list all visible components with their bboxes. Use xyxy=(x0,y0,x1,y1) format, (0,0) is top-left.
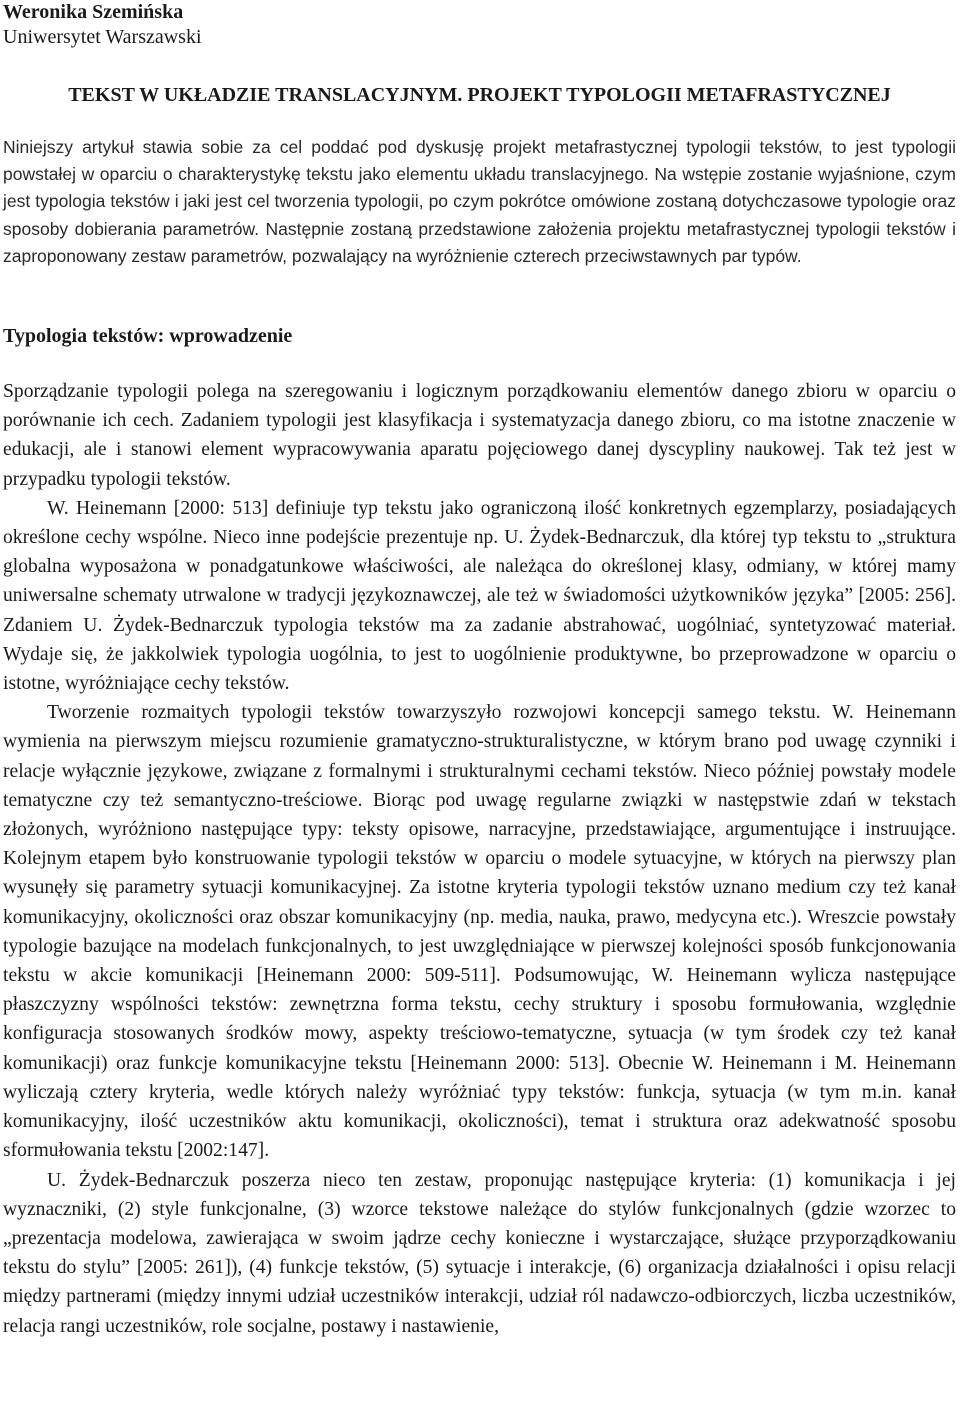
author-affiliation: Uniwersytet Warszawski xyxy=(3,26,202,48)
paragraph: W. Heinemann [2000: 513] definiuje typ tekstu jako ograniczoną ilość konkretnych egzemplarzy, posiadających określone cechy wspólne. Nieco inne podejście prezentuje np. U. Żydek-Bednarczuk, dla której typ tekstu to „struktura globalna wyposażona w ponadgatunkowe właściwości, ale należąca do określonej klasy, odmiany, w której mamy uniwersalne schematy utrwalone w tradycji językoznawczej, ale też w świadomości użytkowników języka” [2005: 256]. Zdaniem U. Żydek-Bednarczuk typologia tekstów ma za zadanie abstrahować, uogólniać, syntetyzować materiał. Wydaje się, że jakkolwiek typologia uogólnia, to jest to uogólnienie produktywne, bo przeprowadzone w oparciu o istotne, wyróżniające cechy tekstów. xyxy=(3,497,956,695)
abstract: Niniejszy artykuł stawia sobie za cel poddać pod dyskusję projekt metafrastycznej typologii tekstów, to jest typologii powstałej w oparciu o charakterystykę tekstu jako elementu układu translacyjnego. Na wstępie zostanie wyjaśnione, czym jest typologia tekstów i jaki jest cel tworzenia typologii, po czym pokrótce omówione zostaną dotychczasowe typologie oraz sposoby dobierania parametrów. Następnie zostaną przedstawione założenia projektu metafrastycznej typologii tekstów i zaproponowany zestaw parametrów, pozwalający na wyróżnienie czterech przeciwstawnych par typów. xyxy=(3,137,956,266)
section-heading: Typologia tekstów: wprowadzenie xyxy=(3,325,293,348)
paragraph: Tworzenie rozmaitych typologii tekstów towarzyszyło rozwojowi koncepcji samego tekstu. W. Heinemann wymienia na pierwszym miejscu rozumienie gramatyczno-strukturalistyczne, w którym brano pod uwagę czynniki i relacje wyłącznie językowe, związane z formalnymi i strukturalnymi cechami tekstów. Nieco później powstały modele tematyczne czy też semantyczno-treściowe. Biorąc pod uwagę regularne związki w następstwie zdań w tekstach złożonych, wyróżniono następujące typy: teksty opisowe, narracyjne, przedstawiające, argumentujące i instruujące. Kolejnym etapem było konstruowanie typologii tekstów w oparciu o modele sytuacyjne, w których na pierwszy plan wysunęły się parametry sytuacji komunikacyjnej. Za istotne kryteria typologii tekstów uznano medium czy też kanał komunikacyjny, okoliczności oraz obszar komunikacyjny (np. media, nauka, prawo, medycyna etc.). Wreszcie powstały typologie bazujące na modelach funkcjonalnych, to jest uwzględniające w pierwszej kolejności sposób funkcjonowania tekstu w akcie komunikacji [Heinemann 2000: 509-511]. Podsumowując, W. Heinemann wylicza następujące płaszczyzny wspólności tekstów: zewnętrzna forma tekstu, cechy struktury i sposobu formułowania, względnie konfiguracja stosowanych środków mowy, aspekty treściowo-tematyczne, sytuacja (w tym środek czy też kanał komunikacji) oraz funkcje komunikacyjne tekstu [Heinemann 2000: 513]. Obecnie W. Heinemann i M. Heinemann wyliczają cztery kryteria, wedle których należy wyróżniać typy tekstów: funkcja, sytuacja (w tym m.in. kanał komunikacyjny, ilość uczestników aktu komunikacji, okoliczności), temat i struktura oraz adekwatność sposobu sformułowania tekstu [2002:147]. xyxy=(3,702,956,1162)
paragraph: U. Żydek-Bednarczuk poszerza nieco ten zestaw, proponując następujące kryteria: (1) komunikacja i jej wyznaczniki, (2) style funkcjonalne, (3) wzorce tekstowe należące do stylów funkcjonalnych (gdzie wzorzec to „prezentacja modelowa, zawierająca w swoim jądrze cechy konieczne i wystarczające, służące przyporządkowaniu tekstu do stylu” [2005: 261]), (4) funkcje tekstów, (5) sytuacje i interakcje, (6) organizacja działalności i opisu relacji między partnerami (między innymi udział uczestników interakcji, udział ról nadawczo-odbiorczych, liczba uczestników, relacja rangi uczestników, role socjalne, postawy i nastawienie, xyxy=(3,1169,956,1337)
paragraph: Sporządzanie typologii polega na szeregowaniu i logicznym porządkowaniu elementów danego zbioru w oparciu o porównanie ich cech. Zadaniem typologii jest klasyfikacja i systematyzacja danego zbioru, co ma istotne znaczenie w edukacji, ale i stanowi element wypracowywania aparatu pojęciowego danej dyscypliny naukowej. Tak też jest w przypadku typologii tekstów. xyxy=(3,381,956,490)
body-text xyxy=(3,377,956,1341)
article-title: TEKST W UKŁADZIE TRANSLACYJNYM. PROJEKT TYPOLOGII METAFRASTYCZNEJ xyxy=(68,84,891,106)
author-name: Weronika Szemińska xyxy=(3,1,184,23)
